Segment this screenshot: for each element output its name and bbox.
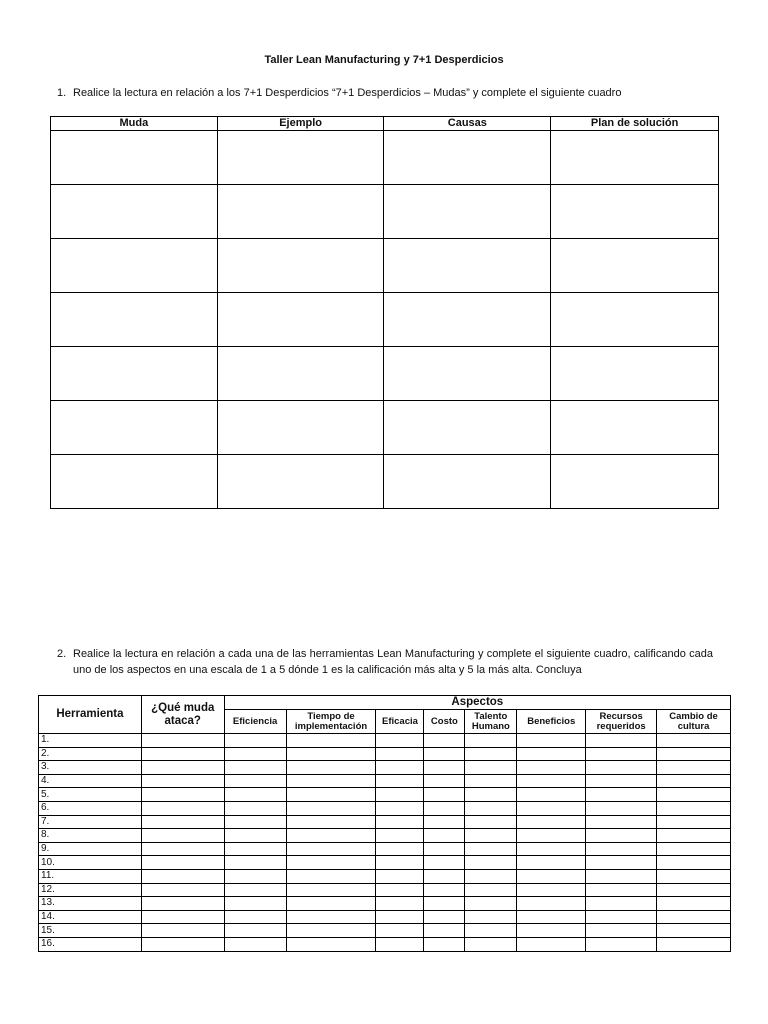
herramienta-table-cell[interactable] bbox=[517, 788, 586, 802]
herramienta-table-cell[interactable] bbox=[376, 774, 424, 788]
row-number[interactable]: 4. bbox=[39, 774, 142, 788]
herramienta-table-cell[interactable] bbox=[424, 829, 465, 843]
header-costo: Costo bbox=[424, 710, 465, 734]
herramienta-table-row bbox=[39, 734, 731, 748]
header-aspectos: Aspectos bbox=[224, 696, 730, 710]
herramienta-table-cell[interactable] bbox=[376, 788, 424, 802]
herramienta-table-cell[interactable] bbox=[141, 829, 224, 843]
herramienta-table-cell[interactable] bbox=[424, 788, 465, 802]
herramienta-table-cell[interactable] bbox=[376, 924, 424, 938]
header-eficacia: Eficacia bbox=[376, 710, 424, 734]
herramienta-table-row bbox=[39, 924, 731, 938]
herramienta-table-cell[interactable] bbox=[465, 788, 517, 802]
herramienta-table-cell[interactable] bbox=[424, 774, 465, 788]
herramienta-table-cell[interactable] bbox=[424, 897, 465, 911]
muda-table-row bbox=[51, 455, 719, 509]
herramienta-table-cell[interactable] bbox=[141, 897, 224, 911]
herramienta-table-cell[interactable] bbox=[586, 842, 657, 856]
herramienta-table-cell[interactable] bbox=[586, 774, 657, 788]
herramienta-table-row bbox=[39, 747, 731, 761]
herramienta-table-cell[interactable] bbox=[657, 815, 731, 829]
herramienta-table-cell[interactable] bbox=[657, 801, 731, 815]
herramienta-table-cell[interactable] bbox=[517, 815, 586, 829]
herramienta-table-cell[interactable] bbox=[224, 774, 286, 788]
herramientas-table bbox=[38, 695, 731, 952]
herramienta-table-cell[interactable] bbox=[286, 788, 376, 802]
muda-table-cell[interactable] bbox=[217, 239, 384, 293]
muda-table-cell[interactable] bbox=[51, 455, 218, 509]
herramienta-table-cell[interactable] bbox=[286, 829, 376, 843]
herramienta-table-cell[interactable] bbox=[517, 937, 586, 951]
header-causas: Causas bbox=[384, 117, 551, 131]
herramienta-table-cell[interactable] bbox=[424, 801, 465, 815]
herramienta-table-cell[interactable] bbox=[141, 924, 224, 938]
herramienta-table-cell[interactable] bbox=[376, 856, 424, 870]
muda-table-row bbox=[51, 347, 719, 401]
muda-table-cell[interactable] bbox=[551, 131, 719, 185]
herramienta-table-cell[interactable] bbox=[586, 788, 657, 802]
header-beneficios: Beneficios bbox=[517, 710, 586, 734]
muda-table-cell[interactable] bbox=[551, 347, 719, 401]
herramienta-table-cell[interactable] bbox=[517, 761, 586, 775]
herramienta-table-cell[interactable] bbox=[376, 842, 424, 856]
herramienta-table-cell[interactable] bbox=[376, 829, 424, 843]
instruction-2-text: Realice la lectura en relación a cada una de las herramientas Lean Manufacturing y complete el siguiente cuadro, calificando cada uno de los aspectos en una escala de 1 a 5 dónde 1 es la calificación más alta y 5 la más alta. Concluya bbox=[73, 648, 713, 676]
herramienta-table-cell[interactable] bbox=[424, 856, 465, 870]
herramienta-table-cell[interactable] bbox=[376, 761, 424, 775]
herramienta-table-cell[interactable] bbox=[224, 910, 286, 924]
herramienta-table-cell[interactable] bbox=[424, 842, 465, 856]
herramienta-table-cell[interactable] bbox=[286, 924, 376, 938]
muda-table-cell[interactable] bbox=[384, 131, 551, 185]
herramienta-table-cell[interactable] bbox=[224, 883, 286, 897]
herramienta-table-cell[interactable] bbox=[141, 801, 224, 815]
herramienta-table-cell[interactable] bbox=[586, 734, 657, 748]
herramienta-table-cell[interactable] bbox=[376, 734, 424, 748]
muda-table-cell[interactable] bbox=[51, 347, 218, 401]
header-muda: Muda bbox=[51, 117, 218, 131]
muda-table-cell[interactable] bbox=[551, 293, 719, 347]
herramienta-table-cell[interactable] bbox=[141, 856, 224, 870]
muda-table-row bbox=[51, 131, 719, 185]
muda-table-cell[interactable] bbox=[51, 401, 218, 455]
herramienta-table-row bbox=[39, 897, 731, 911]
herramienta-table-cell[interactable] bbox=[286, 856, 376, 870]
herramienta-table-cell[interactable] bbox=[376, 937, 424, 951]
herramienta-table-cell[interactable] bbox=[224, 801, 286, 815]
herramienta-table-row bbox=[39, 774, 731, 788]
herramienta-table-cell[interactable] bbox=[286, 801, 376, 815]
herramienta-table-cell[interactable] bbox=[286, 897, 376, 911]
herramienta-table-cell[interactable] bbox=[141, 842, 224, 856]
herramienta-table-cell[interactable] bbox=[465, 842, 517, 856]
muda-table-cell[interactable] bbox=[551, 455, 719, 509]
herramienta-table-cell[interactable] bbox=[141, 747, 224, 761]
herramienta-table-cell[interactable] bbox=[465, 747, 517, 761]
herramienta-table-cell[interactable] bbox=[657, 829, 731, 843]
herramienta-table-cell[interactable] bbox=[586, 747, 657, 761]
herramienta-table-cell[interactable] bbox=[286, 869, 376, 883]
herramienta-table-cell[interactable] bbox=[517, 869, 586, 883]
herramienta-table-cell[interactable] bbox=[657, 856, 731, 870]
herramienta-table-cell[interactable] bbox=[586, 829, 657, 843]
herramienta-table-cell[interactable] bbox=[465, 869, 517, 883]
herramienta-table-cell[interactable] bbox=[424, 761, 465, 775]
herramienta-table-cell[interactable] bbox=[586, 856, 657, 870]
header-tiempo-de-implementacion: Tiempo de implementación bbox=[286, 710, 376, 734]
herramienta-table-cell[interactable] bbox=[224, 897, 286, 911]
header-eficiencia: Eficiencia bbox=[224, 710, 286, 734]
herramienta-table-cell[interactable] bbox=[286, 815, 376, 829]
row-number[interactable]: 7. bbox=[39, 815, 142, 829]
herramienta-table-cell[interactable] bbox=[424, 937, 465, 951]
herramienta-table-row bbox=[39, 883, 731, 897]
row-number[interactable]: 1. bbox=[39, 734, 142, 748]
header-herramienta: Herramienta bbox=[39, 696, 142, 734]
herramienta-table-cell[interactable] bbox=[141, 815, 224, 829]
herramienta-table-cell[interactable] bbox=[517, 774, 586, 788]
herramienta-table-row bbox=[39, 869, 731, 883]
herramienta-table-cell[interactable] bbox=[657, 734, 731, 748]
row-number[interactable]: 5. bbox=[39, 788, 142, 802]
herramienta-table-cell[interactable] bbox=[376, 897, 424, 911]
herramienta-table-cell[interactable] bbox=[224, 924, 286, 938]
row-number[interactable]: 16. bbox=[39, 937, 142, 951]
herramienta-table-row bbox=[39, 856, 731, 870]
herramienta-table-cell[interactable] bbox=[517, 883, 586, 897]
muda-table-cell[interactable] bbox=[51, 185, 218, 239]
herramienta-table-cell[interactable] bbox=[586, 937, 657, 951]
herramienta-table-cell[interactable] bbox=[517, 801, 586, 815]
herramienta-table-cell[interactable] bbox=[224, 815, 286, 829]
herramienta-table-cell[interactable] bbox=[224, 747, 286, 761]
herramienta-table-row bbox=[39, 788, 731, 802]
muda-table-cell[interactable] bbox=[217, 293, 384, 347]
herramienta-table-cell[interactable] bbox=[586, 910, 657, 924]
herramienta-table-cell[interactable] bbox=[657, 761, 731, 775]
herramienta-table-cell[interactable] bbox=[286, 937, 376, 951]
herramienta-table-cell[interactable] bbox=[657, 747, 731, 761]
row-number[interactable]: 10. bbox=[39, 856, 142, 870]
muda-table-cell[interactable] bbox=[51, 293, 218, 347]
herramienta-table-cell[interactable] bbox=[224, 761, 286, 775]
herramienta-table-cell[interactable] bbox=[286, 910, 376, 924]
muda-table-cell[interactable] bbox=[217, 347, 384, 401]
herramienta-table-cell[interactable] bbox=[376, 801, 424, 815]
muda-table-cell[interactable] bbox=[551, 401, 719, 455]
muda-table-cell[interactable] bbox=[217, 131, 384, 185]
muda-table-row bbox=[51, 185, 719, 239]
page-title: Taller Lean Manufacturing y 7+1 Desperdicios bbox=[264, 54, 504, 66]
herramienta-table-row bbox=[39, 761, 731, 775]
herramienta-table-cell[interactable] bbox=[376, 869, 424, 883]
row-number[interactable]: 14. bbox=[39, 910, 142, 924]
herramienta-table-cell[interactable] bbox=[517, 924, 586, 938]
herramienta-table-cell[interactable] bbox=[376, 747, 424, 761]
herramienta-table-cell[interactable] bbox=[465, 815, 517, 829]
herramienta-table-cell[interactable] bbox=[517, 829, 586, 843]
herramienta-table-cell[interactable] bbox=[224, 734, 286, 748]
row-number[interactable]: 12. bbox=[39, 883, 142, 897]
row-number[interactable]: 9. bbox=[39, 842, 142, 856]
muda-table-cell[interactable] bbox=[384, 239, 551, 293]
herramienta-table-cell[interactable] bbox=[465, 829, 517, 843]
herramienta-table-cell[interactable] bbox=[586, 883, 657, 897]
herramienta-table-row bbox=[39, 829, 731, 843]
herramienta-table-cell[interactable] bbox=[586, 897, 657, 911]
row-number[interactable]: 15. bbox=[39, 924, 142, 938]
herramienta-table-cell[interactable] bbox=[465, 937, 517, 951]
herramienta-table-cell[interactable] bbox=[141, 788, 224, 802]
herramienta-table-cell[interactable] bbox=[657, 774, 731, 788]
herramienta-table-cell[interactable] bbox=[657, 788, 731, 802]
herramienta-table-cell[interactable] bbox=[424, 883, 465, 897]
header-recursos-requeridos: Recursos requeridos bbox=[586, 710, 657, 734]
herramienta-table-cell[interactable] bbox=[376, 883, 424, 897]
row-number[interactable]: 13. bbox=[39, 897, 142, 911]
muda-table-cell[interactable] bbox=[551, 185, 719, 239]
herramienta-table-cell[interactable] bbox=[657, 924, 731, 938]
herramienta-table-cell[interactable] bbox=[141, 910, 224, 924]
row-number[interactable]: 3. bbox=[39, 761, 142, 775]
row-number[interactable]: 2. bbox=[39, 747, 142, 761]
muda-table-row bbox=[51, 401, 719, 455]
herramienta-table-cell[interactable] bbox=[376, 910, 424, 924]
herramienta-table-cell[interactable] bbox=[424, 747, 465, 761]
herramienta-table-cell[interactable] bbox=[517, 747, 586, 761]
muda-table-cell[interactable] bbox=[217, 455, 384, 509]
herramienta-table-cell[interactable] bbox=[586, 815, 657, 829]
muda-table-row bbox=[51, 239, 719, 293]
herramienta-table-cell[interactable] bbox=[657, 842, 731, 856]
herramienta-table-cell[interactable] bbox=[657, 897, 731, 911]
herramienta-table-cell[interactable] bbox=[586, 761, 657, 775]
muda-table-cell[interactable] bbox=[384, 185, 551, 239]
herramienta-table-cell[interactable] bbox=[424, 910, 465, 924]
muda-table-cell[interactable] bbox=[217, 185, 384, 239]
row-number[interactable]: 8. bbox=[39, 829, 142, 843]
herramienta-table-cell[interactable] bbox=[424, 869, 465, 883]
herramienta-table-cell[interactable] bbox=[465, 897, 517, 911]
muda-table-cell[interactable] bbox=[384, 455, 551, 509]
herramienta-table-row bbox=[39, 937, 731, 951]
instruction-1-number: 1. bbox=[57, 87, 67, 99]
header-ejemplo: Ejemplo bbox=[217, 117, 384, 131]
herramienta-table-cell[interactable] bbox=[424, 734, 465, 748]
herramienta-table-cell[interactable] bbox=[224, 842, 286, 856]
herramienta-table-cell[interactable] bbox=[141, 869, 224, 883]
instruction-1-text: Realice la lectura en relación a los 7+1 Desperdicios “7+1 Desperdicios – Mudas” y complete el siguiente cuadro bbox=[73, 87, 622, 99]
herramienta-table-cell[interactable] bbox=[517, 910, 586, 924]
herramienta-table-cell[interactable] bbox=[286, 761, 376, 775]
muda-table-cell[interactable] bbox=[384, 401, 551, 455]
herramienta-table-cell[interactable] bbox=[286, 774, 376, 788]
herramienta-table-cell[interactable] bbox=[286, 734, 376, 748]
herramienta-table-cell[interactable] bbox=[141, 774, 224, 788]
herramienta-table-cell[interactable] bbox=[224, 869, 286, 883]
herramienta-table-row bbox=[39, 815, 731, 829]
herramienta-table-cell[interactable] bbox=[141, 937, 224, 951]
herramienta-table-cell[interactable] bbox=[657, 869, 731, 883]
herramienta-table-cell[interactable] bbox=[465, 801, 517, 815]
herramienta-table-cell[interactable] bbox=[517, 897, 586, 911]
muda-table-cell[interactable] bbox=[51, 239, 218, 293]
herramienta-table-cell[interactable] bbox=[465, 910, 517, 924]
herramienta-table-cell[interactable] bbox=[586, 801, 657, 815]
herramienta-table-cell[interactable] bbox=[657, 910, 731, 924]
herramienta-table-cell[interactable] bbox=[424, 815, 465, 829]
herramienta-table-cell[interactable] bbox=[141, 883, 224, 897]
herramienta-table-cell[interactable] bbox=[465, 774, 517, 788]
header-que-muda-ataca: ¿Qué muda ataca? bbox=[141, 696, 224, 734]
herramienta-table-cell[interactable] bbox=[286, 842, 376, 856]
herramienta-table-cell[interactable] bbox=[465, 734, 517, 748]
herramienta-table-cell[interactable] bbox=[224, 788, 286, 802]
muda-table-row bbox=[51, 293, 719, 347]
header-talento-humano: Talento Humano bbox=[465, 710, 517, 734]
row-number[interactable]: 6. bbox=[39, 801, 142, 815]
herramienta-table-cell[interactable] bbox=[141, 761, 224, 775]
herramienta-table-cell[interactable] bbox=[517, 734, 586, 748]
muda-table-cell[interactable] bbox=[551, 239, 719, 293]
herramienta-table-cell[interactable] bbox=[224, 829, 286, 843]
muda-table-cell[interactable] bbox=[384, 347, 551, 401]
muda-table-cell[interactable] bbox=[384, 293, 551, 347]
instruction-2-number: 2. bbox=[57, 648, 67, 660]
herramienta-table-cell[interactable] bbox=[657, 883, 731, 897]
mudas-table bbox=[50, 116, 719, 509]
herramienta-table-cell[interactable] bbox=[224, 856, 286, 870]
muda-table-cell[interactable] bbox=[217, 401, 384, 455]
herramienta-table-cell[interactable] bbox=[465, 924, 517, 938]
row-number[interactable]: 11. bbox=[39, 869, 142, 883]
herramienta-table-cell[interactable] bbox=[224, 937, 286, 951]
herramienta-table-cell[interactable] bbox=[424, 924, 465, 938]
header-cambio-de-cultura: Cambio de cultura bbox=[657, 710, 731, 734]
herramienta-table-cell[interactable] bbox=[586, 869, 657, 883]
herramienta-table-cell[interactable] bbox=[586, 924, 657, 938]
herramienta-table-cell[interactable] bbox=[657, 937, 731, 951]
herramienta-table-cell[interactable] bbox=[517, 842, 586, 856]
herramienta-table-cell[interactable] bbox=[517, 856, 586, 870]
herramienta-table-cell[interactable] bbox=[465, 856, 517, 870]
herramienta-table-row bbox=[39, 910, 731, 924]
header-plan-de-solucion: Plan de solución bbox=[551, 117, 719, 131]
herramienta-table-row bbox=[39, 842, 731, 856]
herramienta-table-cell[interactable] bbox=[286, 883, 376, 897]
muda-table-cell[interactable] bbox=[51, 131, 218, 185]
herramienta-table-cell[interactable] bbox=[376, 815, 424, 829]
herramienta-table-cell[interactable] bbox=[465, 883, 517, 897]
herramienta-table-cell[interactable] bbox=[286, 747, 376, 761]
herramienta-table-row bbox=[39, 801, 731, 815]
herramienta-table-cell[interactable] bbox=[465, 761, 517, 775]
herramienta-table-cell[interactable] bbox=[141, 734, 224, 748]
